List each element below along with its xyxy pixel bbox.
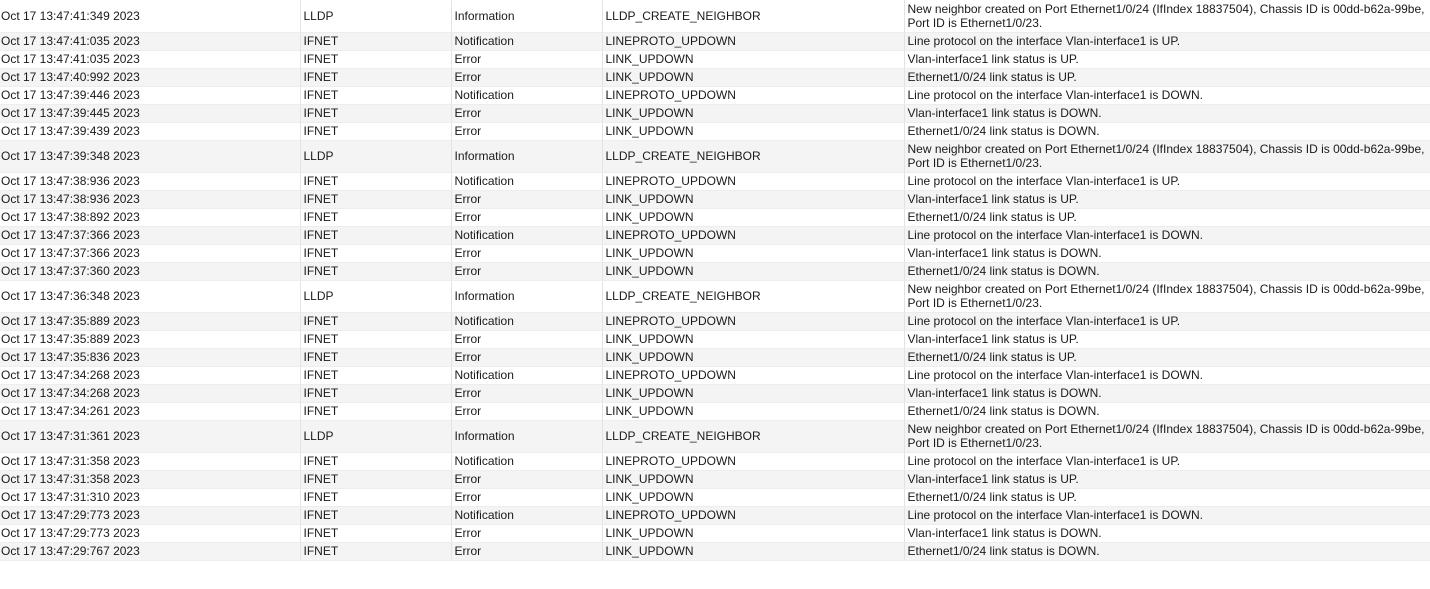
timestamp-cell: Oct 17 13:47:34:268 2023 — [0, 384, 300, 402]
module-cell: LLDP — [300, 420, 451, 452]
log-row[interactable] — [0, 366, 1430, 384]
log-row[interactable] — [0, 506, 1430, 524]
timestamp-cell: Oct 17 13:47:35:889 2023 — [0, 330, 300, 348]
message-cell: Ethernet1/0/24 link status is DOWN. — [904, 542, 1430, 560]
log-row[interactable] — [0, 348, 1430, 366]
mnemonic-cell: LINEPROTO_UPDOWN — [602, 366, 904, 384]
module-cell: IFNET — [300, 402, 451, 420]
module-cell: IFNET — [300, 262, 451, 280]
mnemonic-cell: LINK_UPDOWN — [602, 348, 904, 366]
message-cell: Ethernet1/0/24 link status is DOWN. — [904, 122, 1430, 140]
module-cell: LLDP — [300, 0, 451, 32]
mnemonic-cell: LINEPROTO_UPDOWN — [602, 506, 904, 524]
message-cell: Vlan-interface1 link status is DOWN. — [904, 384, 1430, 402]
log-row[interactable] — [0, 420, 1430, 452]
mnemonic-cell: LINEPROTO_UPDOWN — [602, 172, 904, 190]
timestamp-cell: Oct 17 13:47:29:767 2023 — [0, 542, 300, 560]
message-cell: Vlan-interface1 link status is DOWN. — [904, 524, 1430, 542]
mnemonic-cell: LINEPROTO_UPDOWN — [602, 452, 904, 470]
timestamp-cell: Oct 17 13:47:31:361 2023 — [0, 420, 300, 452]
timestamp-cell: Oct 17 13:47:29:773 2023 — [0, 524, 300, 542]
timestamp-cell: Oct 17 13:47:39:348 2023 — [0, 140, 300, 172]
log-row[interactable] — [0, 226, 1430, 244]
log-row[interactable] — [0, 172, 1430, 190]
mnemonic-cell: LINK_UPDOWN — [602, 104, 904, 122]
severity-cell: Error — [451, 50, 602, 68]
log-row[interactable] — [0, 524, 1430, 542]
timestamp-cell: Oct 17 13:47:37:360 2023 — [0, 262, 300, 280]
mnemonic-cell: LINEPROTO_UPDOWN — [602, 312, 904, 330]
log-row[interactable] — [0, 402, 1430, 420]
message-cell: Line protocol on the interface Vlan-interface1 is DOWN. — [904, 226, 1430, 244]
severity-cell: Error — [451, 488, 602, 506]
severity-cell: Notification — [451, 172, 602, 190]
module-cell: IFNET — [300, 50, 451, 68]
message-cell: Vlan-interface1 link status is DOWN. — [904, 244, 1430, 262]
severity-cell: Information — [451, 280, 602, 312]
module-cell: IFNET — [300, 68, 451, 86]
module-cell: IFNET — [300, 244, 451, 262]
timestamp-cell: Oct 17 13:47:41:035 2023 — [0, 32, 300, 50]
mnemonic-cell: LINK_UPDOWN — [602, 470, 904, 488]
module-cell: IFNET — [300, 488, 451, 506]
message-cell: Vlan-interface1 link status is UP. — [904, 50, 1430, 68]
severity-cell: Notification — [451, 506, 602, 524]
message-cell: Vlan-interface1 link status is DOWN. — [904, 104, 1430, 122]
timestamp-cell: Oct 17 13:47:38:936 2023 — [0, 190, 300, 208]
module-cell: IFNET — [300, 190, 451, 208]
mnemonic-cell: LINEPROTO_UPDOWN — [602, 32, 904, 50]
timestamp-cell: Oct 17 13:47:31:358 2023 — [0, 452, 300, 470]
log-row[interactable] — [0, 190, 1430, 208]
severity-cell: Error — [451, 68, 602, 86]
timestamp-cell: Oct 17 13:47:37:366 2023 — [0, 226, 300, 244]
module-cell: IFNET — [300, 524, 451, 542]
message-cell: Ethernet1/0/24 link status is UP. — [904, 348, 1430, 366]
module-cell: LLDP — [300, 280, 451, 312]
message-cell: Line protocol on the interface Vlan-interface1 is DOWN. — [904, 366, 1430, 384]
mnemonic-cell: LINK_UPDOWN — [602, 330, 904, 348]
module-cell: IFNET — [300, 506, 451, 524]
log-row[interactable] — [0, 32, 1430, 50]
log-row[interactable] — [0, 542, 1430, 560]
mnemonic-cell: LLDP_CREATE_NEIGHBOR — [602, 420, 904, 452]
timestamp-cell: Oct 17 13:47:34:268 2023 — [0, 366, 300, 384]
log-row[interactable] — [0, 208, 1430, 226]
mnemonic-cell: LINK_UPDOWN — [602, 190, 904, 208]
module-cell: IFNET — [300, 330, 451, 348]
message-cell: Line protocol on the interface Vlan-interface1 is DOWN. — [904, 86, 1430, 104]
mnemonic-cell: LINK_UPDOWN — [602, 208, 904, 226]
log-row[interactable] — [0, 140, 1430, 172]
timestamp-cell: Oct 17 13:47:31:358 2023 — [0, 470, 300, 488]
module-cell: IFNET — [300, 122, 451, 140]
log-row[interactable] — [0, 452, 1430, 470]
timestamp-cell: Oct 17 13:47:35:889 2023 — [0, 312, 300, 330]
severity-cell: Information — [451, 140, 602, 172]
message-cell: Line protocol on the interface Vlan-interface1 is DOWN. — [904, 506, 1430, 524]
message-cell: Line protocol on the interface Vlan-interface1 is UP. — [904, 312, 1430, 330]
message-cell: Line protocol on the interface Vlan-interface1 is UP. — [904, 452, 1430, 470]
mnemonic-cell: LLDP_CREATE_NEIGHBOR — [602, 280, 904, 312]
severity-cell: Notification — [451, 366, 602, 384]
severity-cell: Error — [451, 470, 602, 488]
mnemonic-cell: LLDP_CREATE_NEIGHBOR — [602, 140, 904, 172]
mnemonic-cell: LINK_UPDOWN — [602, 488, 904, 506]
mnemonic-cell: LINK_UPDOWN — [602, 542, 904, 560]
timestamp-cell: Oct 17 13:47:35:836 2023 — [0, 348, 300, 366]
module-cell: IFNET — [300, 470, 451, 488]
timestamp-cell: Oct 17 13:47:39:446 2023 — [0, 86, 300, 104]
severity-cell: Notification — [451, 452, 602, 470]
severity-cell: Notification — [451, 226, 602, 244]
severity-cell: Error — [451, 262, 602, 280]
severity-cell: Error — [451, 244, 602, 262]
severity-cell: Error — [451, 384, 602, 402]
timestamp-cell: Oct 17 13:47:31:310 2023 — [0, 488, 300, 506]
mnemonic-cell: LINEPROTO_UPDOWN — [602, 86, 904, 104]
severity-cell: Error — [451, 330, 602, 348]
mnemonic-cell: LINK_UPDOWN — [602, 524, 904, 542]
log-row[interactable] — [0, 244, 1430, 262]
message-cell: Ethernet1/0/24 link status is UP. — [904, 488, 1430, 506]
module-cell: IFNET — [300, 366, 451, 384]
module-cell: IFNET — [300, 542, 451, 560]
message-cell: Line protocol on the interface Vlan-interface1 is UP. — [904, 172, 1430, 190]
timestamp-cell: Oct 17 13:47:39:439 2023 — [0, 122, 300, 140]
mnemonic-cell: LLDP_CREATE_NEIGHBOR — [602, 0, 904, 32]
module-cell: IFNET — [300, 208, 451, 226]
log-row[interactable] — [0, 0, 1430, 32]
timestamp-cell: Oct 17 13:47:38:892 2023 — [0, 208, 300, 226]
module-cell: IFNET — [300, 348, 451, 366]
timestamp-cell: Oct 17 13:47:29:773 2023 — [0, 506, 300, 524]
timestamp-cell: Oct 17 13:47:36:348 2023 — [0, 280, 300, 312]
mnemonic-cell: LINK_UPDOWN — [602, 384, 904, 402]
severity-cell: Error — [451, 402, 602, 420]
message-cell: Ethernet1/0/24 link status is DOWN. — [904, 262, 1430, 280]
log-row[interactable] — [0, 312, 1430, 330]
mnemonic-cell: LINK_UPDOWN — [602, 402, 904, 420]
severity-cell: Information — [451, 420, 602, 452]
severity-cell: Error — [451, 542, 602, 560]
mnemonic-cell: LINK_UPDOWN — [602, 68, 904, 86]
message-cell: Vlan-interface1 link status is UP. — [904, 190, 1430, 208]
log-row[interactable] — [0, 280, 1430, 312]
log-row[interactable] — [0, 86, 1430, 104]
message-cell: Ethernet1/0/24 link status is UP. — [904, 68, 1430, 86]
message-cell: Ethernet1/0/24 link status is UP. — [904, 208, 1430, 226]
severity-cell: Error — [451, 122, 602, 140]
module-cell: IFNET — [300, 172, 451, 190]
mnemonic-cell: LINK_UPDOWN — [602, 262, 904, 280]
timestamp-cell: Oct 17 13:47:34:261 2023 — [0, 402, 300, 420]
message-cell: New neighbor created on Port Ethernet1/0/24 (IfIndex 18837504), Chassis ID is 00dd-b62a-99be, Port ID is Ethernet1/0/23. — [904, 140, 1430, 172]
severity-cell: Error — [451, 348, 602, 366]
mnemonic-cell: LINK_UPDOWN — [602, 244, 904, 262]
log-row[interactable] — [0, 104, 1430, 122]
timestamp-cell: Oct 17 13:47:41:035 2023 — [0, 50, 300, 68]
severity-cell: Notification — [451, 32, 602, 50]
module-cell: IFNET — [300, 86, 451, 104]
timestamp-cell: Oct 17 13:47:38:936 2023 — [0, 172, 300, 190]
message-cell: Line protocol on the interface Vlan-interface1 is UP. — [904, 32, 1430, 50]
message-cell: New neighbor created on Port Ethernet1/0/24 (IfIndex 18837504), Chassis ID is 00dd-b62a-99be, Port ID is Ethernet1/0/23. — [904, 280, 1430, 312]
module-cell: IFNET — [300, 104, 451, 122]
module-cell: IFNET — [300, 32, 451, 50]
log-row[interactable] — [0, 330, 1430, 348]
timestamp-cell: Oct 17 13:47:41:349 2023 — [0, 0, 300, 32]
module-cell: IFNET — [300, 452, 451, 470]
mnemonic-cell: LINK_UPDOWN — [602, 122, 904, 140]
message-cell: New neighbor created on Port Ethernet1/0/24 (IfIndex 18837504), Chassis ID is 00dd-b62a-99be, Port ID is Ethernet1/0/23. — [904, 420, 1430, 452]
severity-cell: Error — [451, 104, 602, 122]
severity-cell: Information — [451, 0, 602, 32]
log-row[interactable] — [0, 384, 1430, 402]
severity-cell: Notification — [451, 312, 602, 330]
log-row[interactable] — [0, 470, 1430, 488]
module-cell: IFNET — [300, 312, 451, 330]
mnemonic-cell: LINEPROTO_UPDOWN — [602, 226, 904, 244]
severity-cell: Error — [451, 190, 602, 208]
log-row[interactable] — [0, 122, 1430, 140]
log-row[interactable] — [0, 262, 1430, 280]
message-cell: Vlan-interface1 link status is UP. — [904, 470, 1430, 488]
severity-cell: Notification — [451, 86, 602, 104]
log-row[interactable] — [0, 50, 1430, 68]
severity-cell: Error — [451, 524, 602, 542]
timestamp-cell: Oct 17 13:47:37:366 2023 — [0, 244, 300, 262]
log-row[interactable] — [0, 488, 1430, 506]
timestamp-cell: Oct 17 13:47:39:445 2023 — [0, 104, 300, 122]
message-cell: New neighbor created on Port Ethernet1/0/24 (IfIndex 18837504), Chassis ID is 00dd-b62a-99be, Port ID is Ethernet1/0/23. — [904, 0, 1430, 32]
timestamp-cell: Oct 17 13:47:40:992 2023 — [0, 68, 300, 86]
mnemonic-cell: LINK_UPDOWN — [602, 50, 904, 68]
module-cell: IFNET — [300, 226, 451, 244]
module-cell: LLDP — [300, 140, 451, 172]
log-row[interactable] — [0, 68, 1430, 86]
severity-cell: Error — [451, 208, 602, 226]
message-cell: Ethernet1/0/24 link status is DOWN. — [904, 402, 1430, 420]
message-cell: Vlan-interface1 link status is UP. — [904, 330, 1430, 348]
module-cell: IFNET — [300, 384, 451, 402]
